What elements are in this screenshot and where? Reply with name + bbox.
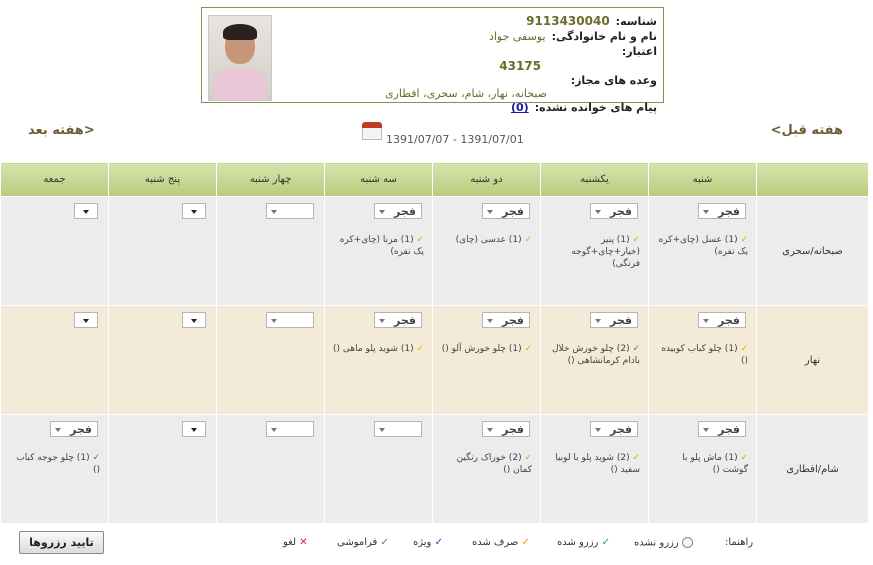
cancel-x-icon: ✕ [299, 537, 308, 548]
day-header-friday: جمعه [1, 163, 109, 197]
reserved-check-icon: ✓ [92, 453, 100, 463]
meal-item[interactable]: ✓ (1) عدسی (چای) [455, 235, 532, 245]
location-select[interactable]: فجر [482, 203, 530, 219]
meal-item[interactable]: ✓ (1) چلو کباب کوبیده () [661, 344, 748, 366]
profile-id-row [385, 14, 657, 29]
meal-item[interactable]: ✓ (2) شوید پلو با لوبیا سفید () [555, 453, 640, 475]
location-select[interactable]: فجر [590, 203, 638, 219]
legend-consumed: ✓ صرف شده [472, 537, 530, 548]
credit-value: 43175 [499, 59, 541, 73]
cell-thu-dinner [109, 415, 217, 524]
header-row [1, 163, 869, 197]
cell-fri-dinner [1, 415, 109, 524]
reserved-check-icon: ✓ [601, 537, 610, 548]
profile-meals-row [385, 74, 657, 87]
consumed-check-icon: ✓ [524, 344, 532, 354]
name-value: یوسفی جواد [488, 30, 546, 43]
cell-tue-dinner [325, 415, 433, 524]
cell-wed-dinner [217, 415, 325, 524]
location-select[interactable] [374, 421, 422, 437]
reservation-table [0, 162, 869, 524]
forgotten-check-icon: ✓ [380, 537, 389, 548]
cell-tue-lunch [325, 306, 433, 415]
meals-label: وعده های مجاز: [570, 74, 657, 87]
consumed-check-icon: ✓ [632, 235, 640, 245]
profile-panel [201, 7, 664, 114]
profile-unread-row [385, 100, 657, 115]
legend-forgotten: ✓ فراموشی [337, 537, 389, 548]
location-select[interactable]: فجر [50, 421, 98, 437]
legend-special: ✓ ویژه [413, 537, 443, 548]
day-header-tuesday: سه شنبه [325, 163, 433, 197]
day-header-monday: دو شنبه [433, 163, 541, 197]
cell-sat-lunch [649, 306, 757, 415]
meal-header [757, 163, 869, 197]
meal-item[interactable]: ✓ (1) چلو جوجه کباب () [16, 453, 100, 475]
location-select[interactable]: فجر [590, 421, 638, 437]
consumed-check-icon: ✓ [416, 344, 424, 354]
profile-info [385, 14, 657, 115]
day-header-thursday: پنج شنبه [109, 163, 217, 197]
cell-fri-lunch [1, 306, 109, 415]
id-value: 9113430040 [526, 14, 610, 28]
consumed-check-icon: ✓ [524, 453, 532, 463]
confirm-reservations-button[interactable]: تایید رزروها [19, 531, 104, 554]
date-range: 1391/07/07 - 1391/07/01 [386, 133, 524, 146]
calendar-icon[interactable] [362, 122, 382, 140]
consumed-check-icon: ✓ [416, 235, 424, 245]
breakfast-row [1, 197, 869, 306]
cell-thu-lunch [109, 306, 217, 415]
meal-label-dinner: شام/افطاری [757, 415, 869, 524]
consumed-check-icon: ✓ [740, 235, 748, 245]
cell-sun-lunch [541, 306, 649, 415]
meals-value: صبحانه، نهار، شام، سحری، افطاری [384, 87, 547, 100]
id-label: شناسه: [615, 15, 657, 28]
location-select[interactable]: فجر [482, 421, 530, 437]
location-select[interactable] [182, 421, 206, 437]
location-select[interactable]: فجر [590, 312, 638, 328]
cell-tue-breakfast [325, 197, 433, 306]
cell-mon-breakfast [433, 197, 541, 306]
location-select[interactable] [74, 203, 98, 219]
next-week-link[interactable]: هفته بعد> [28, 123, 95, 138]
profile-credit-value-row [385, 59, 657, 74]
consumed-check-icon: ✓ [632, 453, 640, 463]
dinner-row [1, 415, 869, 524]
profile-name-row [385, 29, 657, 44]
name-label: نام و نام خانوادگی: [551, 30, 657, 43]
legend-reserved: ✓ رزرو شده [557, 537, 610, 548]
lunch-row [1, 306, 869, 415]
profile-meals-value-row [385, 87, 657, 100]
consumed-check-icon: ✓ [740, 453, 748, 463]
cell-mon-dinner [433, 415, 541, 524]
user-photo [208, 15, 272, 101]
legend-not-reserved: رزرو نشده [634, 537, 693, 549]
location-select[interactable]: فجر [698, 421, 746, 437]
radio-icon [682, 537, 693, 548]
location-select[interactable] [266, 203, 314, 219]
day-header-sunday: یکشنبه [541, 163, 649, 197]
consumed-check-icon: ✓ [521, 537, 530, 548]
cell-sun-dinner [541, 415, 649, 524]
meal-item[interactable]: ✓ (1) مربا (چای+کره یک نفره) [339, 235, 424, 257]
meal-label-breakfast: صبحانه/سحری [757, 197, 869, 306]
cell-wed-lunch [217, 306, 325, 415]
cell-sun-breakfast [541, 197, 649, 306]
cell-sat-dinner [649, 415, 757, 524]
location-select[interactable]: فجر [374, 312, 422, 328]
credit-label: اعتبار: [621, 45, 657, 58]
meal-item[interactable]: ✓ (1) ماش پلو با گوشت () [682, 453, 748, 475]
location-select[interactable] [74, 312, 98, 328]
cell-mon-lunch [433, 306, 541, 415]
unread-label: پیام های خوانده نشده: [534, 101, 657, 114]
prev-week-link[interactable]: <هفته قبل [770, 123, 843, 138]
cell-sat-breakfast [649, 197, 757, 306]
location-select[interactable]: فجر [482, 312, 530, 328]
photo-hair [223, 24, 257, 40]
photo-shirt [213, 68, 267, 101]
location-select[interactable] [266, 312, 314, 328]
unread-messages-link[interactable]: (0) [510, 101, 529, 114]
cell-wed-breakfast [217, 197, 325, 306]
meal-item[interactable]: ✓ (2) خوراک رنگین کمان () [456, 453, 532, 475]
consumed-check-icon: ✓ [740, 344, 748, 354]
meal-item[interactable]: ✓ (2) چلو خورش خلال بادام کرمانشاهی () [552, 344, 640, 366]
profile-credit-row [385, 44, 657, 59]
legend-cancel: ✕ لغو [283, 537, 308, 548]
reserved-check-icon: ✓ [632, 344, 640, 354]
location-select[interactable]: فجر [374, 203, 422, 219]
location-select[interactable]: فجر [698, 312, 746, 328]
consumed-check-icon: ✓ [524, 235, 532, 245]
meal-item[interactable]: ✓ (1) پنیر (خیار+چای+گوجه فرنگی) [571, 235, 640, 269]
cell-thu-breakfast [109, 197, 217, 306]
cell-fri-breakfast [1, 197, 109, 306]
meal-item[interactable]: ✓ (1) شوید پلو ماهی () [332, 344, 424, 354]
location-select[interactable] [182, 203, 206, 219]
meal-item[interactable]: ✓ (1) چلو خورش آلو () [441, 344, 532, 354]
meal-label-lunch: نهار [757, 306, 869, 415]
location-select[interactable] [266, 421, 314, 437]
legend-title: راهنما: [725, 537, 754, 548]
location-select[interactable] [182, 312, 206, 328]
location-select[interactable]: فجر [698, 203, 746, 219]
day-header-wednesday: چهار شنبه [217, 163, 325, 197]
day-header-saturday: شنبه [649, 163, 757, 197]
special-check-icon: ✓ [434, 537, 443, 548]
meal-item[interactable]: ✓ (1) عسل (چای+کره یک نفره) [658, 235, 748, 257]
